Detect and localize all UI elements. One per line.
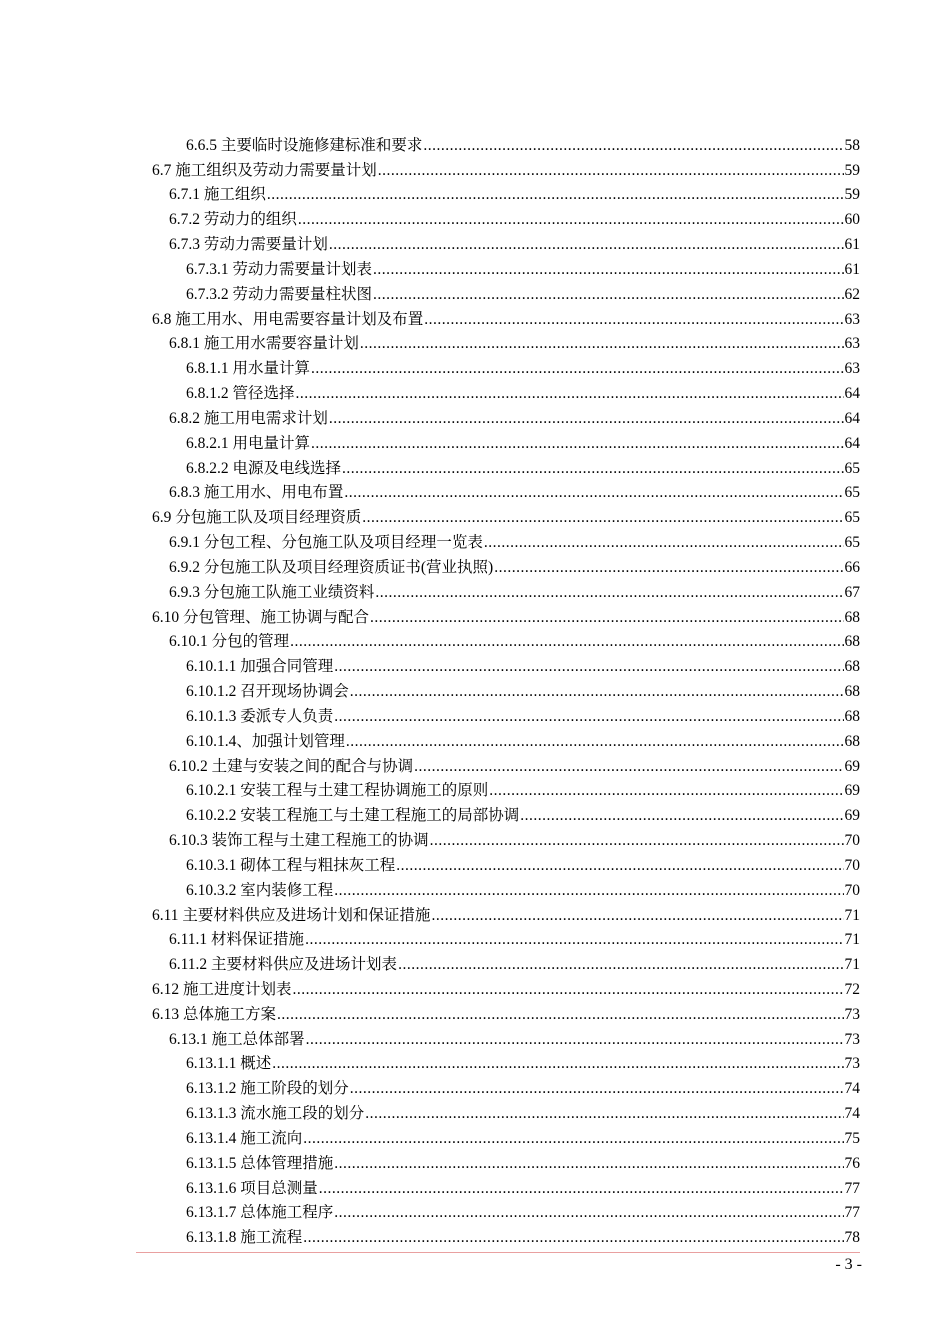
toc-entry-page: 68	[844, 732, 860, 750]
toc-entry-title: 6.13.1.3 流水施工段的划分	[186, 1105, 365, 1123]
toc-dot-leader	[350, 682, 844, 702]
toc-entry[interactable]	[152, 503, 860, 528]
toc-dot-leader	[484, 533, 844, 553]
toc-entry-title: 6.8.2.2 电源及电线选择	[186, 459, 342, 477]
toc-entry-title: 6.10.3 装饰工程与土建工程施工的协调	[169, 832, 429, 850]
toc-entry-page: 63	[844, 335, 860, 353]
toc-entry-page: 71	[844, 956, 860, 974]
toc-entry-page: 76	[844, 1154, 860, 1172]
toc-entry[interactable]	[152, 230, 860, 255]
toc-dot-leader	[350, 1079, 844, 1099]
toc-dot-leader	[311, 359, 843, 379]
toc-dot-leader	[346, 732, 844, 752]
toc-entry-page: 60	[844, 211, 860, 229]
toc-entry-page: 73	[844, 1055, 860, 1073]
toc-entry-title: 6.8.2 施工用电需求计划	[169, 409, 328, 427]
toc-entry-page: 63	[844, 360, 860, 378]
table-of-contents	[152, 131, 860, 1248]
toc-entry-title: 6.10.1.3 委派专人负责	[186, 707, 334, 725]
toc-entry-title: 6.9.3 分包施工队施工业绩资料	[169, 583, 375, 601]
toc-entry-page: 70	[844, 881, 860, 899]
toc-entry-page: 74	[844, 1105, 860, 1123]
toc-entry-page: 59	[844, 186, 860, 204]
toc-entry[interactable]	[152, 429, 860, 454]
toc-entry[interactable]	[152, 1074, 860, 1099]
toc-dot-leader	[277, 1005, 843, 1025]
toc-entry[interactable]	[152, 131, 860, 156]
toc-entry-title: 6.9.2 分包施工队及项目经理资质证书(营业执照)	[169, 558, 494, 576]
toc-entry-page: 68	[844, 683, 860, 701]
toc-entry-page: 69	[844, 782, 860, 800]
toc-entry-page: 74	[844, 1080, 860, 1098]
toc-entry[interactable]	[152, 181, 860, 206]
toc-dot-leader	[431, 906, 843, 926]
toc-entry-title: 6.7.3 劳动力需要量计划	[169, 236, 328, 254]
toc-entry[interactable]	[152, 553, 860, 578]
toc-entry[interactable]	[152, 578, 860, 603]
toc-dot-leader	[520, 806, 843, 826]
toc-entry-title: 6.13.1 施工总体部署	[169, 1030, 305, 1048]
toc-entry[interactable]	[152, 454, 860, 479]
toc-entry-title: 6.10.1.1 加强合同管理	[186, 658, 334, 676]
toc-dot-leader	[373, 285, 843, 305]
toc-entry[interactable]	[152, 255, 860, 280]
toc-dot-leader	[303, 1129, 843, 1149]
toc-dot-leader	[424, 310, 843, 330]
toc-dot-leader	[305, 930, 843, 950]
toc-entry[interactable]	[152, 752, 860, 777]
toc-entry-page: 65	[844, 484, 860, 502]
toc-entry-page: 65	[844, 459, 860, 477]
toc-entry-page: 65	[844, 534, 860, 552]
toc-entry[interactable]	[152, 1025, 860, 1050]
toc-dot-leader	[396, 856, 843, 876]
toc-dot-leader	[334, 881, 843, 901]
toc-entry[interactable]	[152, 975, 860, 1000]
toc-dot-leader	[423, 136, 843, 156]
toc-entry-page: 64	[844, 409, 860, 427]
toc-entry-page: 75	[844, 1129, 860, 1147]
toc-entry[interactable]	[152, 354, 860, 379]
toc-entry-title: 6.10 分包管理、施工协调与配合	[152, 608, 370, 626]
toc-entry-title: 6.6.5 主要临时设施修建标准和要求	[186, 136, 423, 154]
toc-dot-leader	[306, 1030, 844, 1050]
toc-entry-title: 6.8 施工用水、用电需要容量计划及布置	[152, 310, 424, 328]
page-number: - 3 -	[835, 1256, 862, 1273]
toc-dot-leader	[373, 260, 843, 280]
toc-entry-title: 6.11 主要材料供应及进场计划和保证措施	[152, 906, 431, 924]
toc-entry-title: 6.10.2.1 安装工程与土建工程协调施工的原则	[186, 782, 489, 800]
toc-entry-title: 6.7.3.2 劳动力需要量柱状图	[186, 285, 373, 303]
toc-entry-title: 6.10.1.4、加强计划管理	[186, 732, 345, 750]
toc-dot-leader	[267, 185, 844, 205]
toc-dot-leader	[430, 831, 844, 851]
toc-dot-leader	[360, 334, 844, 354]
toc-entry-page: 77	[844, 1179, 860, 1197]
toc-entry[interactable]	[152, 205, 860, 230]
toc-dot-leader	[296, 384, 844, 404]
toc-dot-leader	[319, 1179, 844, 1199]
toc-entry-title: 6.10.3.2 室内装修工程	[186, 881, 334, 899]
toc-entry-title: 6.13.1.2 施工阶段的划分	[186, 1080, 349, 1098]
toc-dot-leader	[365, 1104, 843, 1124]
toc-entry-title: 6.11.1 材料保证措施	[169, 931, 305, 949]
toc-entry-page: 71	[844, 906, 860, 924]
toc-entry-title: 6.9.1 分包工程、分包施工队及项目经理一览表	[169, 534, 483, 552]
toc-entry-page: 62	[844, 285, 860, 303]
toc-entry-page: 61	[844, 236, 860, 254]
toc-entry-title: 6.11.2 主要材料供应及进场计划表	[169, 956, 398, 974]
toc-entry[interactable]	[152, 628, 860, 653]
toc-entry[interactable]	[152, 677, 860, 702]
toc-entry-page: 65	[844, 509, 860, 527]
toc-dot-leader	[329, 235, 844, 255]
toc-dot-leader	[370, 608, 843, 628]
toc-entry-title: 6.13.1.4 施工流向	[186, 1129, 303, 1147]
toc-entry[interactable]	[152, 1099, 860, 1124]
toc-entry[interactable]	[152, 330, 860, 355]
footer-divider	[136, 1252, 860, 1253]
toc-entry[interactable]	[152, 603, 860, 628]
toc-dot-leader	[414, 757, 843, 777]
toc-entry-title: 6.8.3 施工用水、用电布置	[169, 484, 344, 502]
toc-dot-leader	[489, 781, 843, 801]
toc-entry-page: 59	[844, 161, 860, 179]
toc-entry-title: 6.13.1.7 总体施工程序	[186, 1204, 334, 1222]
toc-entry-page: 71	[844, 931, 860, 949]
toc-dot-leader	[334, 1154, 843, 1174]
toc-dot-leader	[344, 483, 843, 503]
toc-entry[interactable]	[152, 1199, 860, 1224]
toc-entry-page: 73	[844, 1030, 860, 1048]
toc-entry[interactable]	[152, 851, 860, 876]
toc-entry-title: 6.13.1.5 总体管理措施	[186, 1154, 334, 1172]
toc-entry-page: 72	[844, 980, 860, 998]
toc-entry-title: 6.7.3.1 劳动力需要量计划表	[186, 260, 373, 278]
toc-entry[interactable]	[152, 926, 860, 951]
toc-entry[interactable]	[152, 826, 860, 851]
toc-dot-leader	[378, 161, 844, 181]
toc-entry-title: 6.8.1.2 管径选择	[186, 385, 295, 403]
toc-entry[interactable]	[152, 1149, 860, 1174]
toc-dot-leader	[334, 1203, 843, 1223]
toc-entry-page: 70	[844, 832, 860, 850]
toc-entry-page: 67	[844, 583, 860, 601]
toc-entry[interactable]	[152, 305, 860, 330]
toc-entry[interactable]	[152, 702, 860, 727]
toc-entry-title: 6.7 施工组织及劳动力需要量计划	[152, 161, 377, 179]
toc-entry-page: 69	[844, 757, 860, 775]
toc-entry[interactable]	[152, 479, 860, 504]
toc-dot-leader	[272, 1054, 843, 1074]
toc-entry[interactable]	[152, 379, 860, 404]
toc-entry[interactable]	[152, 1050, 860, 1075]
toc-dot-leader	[375, 583, 843, 603]
toc-dot-leader	[494, 558, 843, 578]
toc-entry[interactable]	[152, 777, 860, 802]
toc-entry-title: 6.7.2 劳动力的组织	[169, 211, 297, 229]
toc-entry-title: 6.10.3.1 砌体工程与粗抹灰工程	[186, 856, 396, 874]
toc-entry-page: 64	[844, 434, 860, 452]
toc-entry-title: 6.10.2.2 安装工程施工与土建工程施工的局部协调	[186, 807, 520, 825]
toc-entry-title: 6.7.1 施工组织	[169, 186, 266, 204]
toc-entry-title: 6.10.1.2 召开现场协调会	[186, 683, 349, 701]
toc-entry-page: 61	[844, 260, 860, 278]
toc-entry-page: 73	[844, 1005, 860, 1023]
toc-entry-page: 70	[844, 856, 860, 874]
toc-dot-leader	[398, 955, 843, 975]
toc-dot-leader	[334, 657, 843, 677]
toc-entry[interactable]	[152, 1124, 860, 1149]
toc-entry[interactable]	[152, 727, 860, 752]
toc-entry-title: 6.13.1.8 施工流程	[186, 1229, 303, 1247]
toc-entry[interactable]	[152, 156, 860, 181]
toc-entry[interactable]	[152, 1000, 860, 1025]
toc-entry-title: 6.9 分包施工队及项目经理资质	[152, 509, 362, 527]
toc-entry-page: 68	[844, 633, 860, 651]
toc-entry-page: 64	[844, 385, 860, 403]
toc-entry[interactable]	[152, 404, 860, 429]
toc-entry-page: 69	[844, 807, 860, 825]
toc-entry-title: 6.12 施工进度计划表	[152, 980, 292, 998]
toc-dot-leader	[311, 434, 843, 454]
toc-entry-title: 6.13 总体施工方案	[152, 1005, 277, 1023]
toc-dot-leader	[334, 707, 843, 727]
toc-dot-leader	[298, 210, 844, 230]
toc-entry[interactable]	[152, 901, 860, 926]
toc-entry-page: 78	[844, 1229, 860, 1247]
toc-dot-leader	[290, 632, 843, 652]
toc-dot-leader	[362, 508, 843, 528]
toc-entry-title: 6.13.1.1 概述	[186, 1055, 272, 1073]
toc-dot-leader	[303, 1228, 843, 1248]
toc-entry-title: 6.8.2.1 用电量计算	[186, 434, 311, 452]
toc-entry-title: 6.10.2 土建与安装之间的配合与协调	[169, 757, 414, 775]
toc-entry-title: 6.8.1.1 用水量计算	[186, 360, 311, 378]
toc-entry-title: 6.8.1 施工用水需要容量计划	[169, 335, 359, 353]
toc-entry[interactable]	[152, 280, 860, 305]
toc-entry-page: 58	[844, 136, 860, 154]
toc-entry[interactable]	[152, 652, 860, 677]
toc-entry[interactable]	[152, 1223, 860, 1248]
toc-entry[interactable]	[152, 1174, 860, 1199]
toc-entry-page: 68	[844, 608, 860, 626]
toc-entry-page: 63	[844, 310, 860, 328]
toc-entry[interactable]	[152, 801, 860, 826]
toc-entry[interactable]	[152, 528, 860, 553]
toc-dot-leader	[293, 980, 844, 1000]
toc-entry-page: 77	[844, 1204, 860, 1222]
toc-entry-page: 68	[844, 707, 860, 725]
toc-entry[interactable]	[152, 950, 860, 975]
toc-entry-title: 6.13.1.6 项目总测量	[186, 1179, 318, 1197]
toc-dot-leader	[329, 409, 844, 429]
toc-entry-page: 66	[844, 558, 860, 576]
toc-entry-page: 68	[844, 658, 860, 676]
toc-entry[interactable]	[152, 876, 860, 901]
toc-entry-title: 6.10.1 分包的管理	[169, 633, 290, 651]
toc-dot-leader	[342, 459, 843, 479]
